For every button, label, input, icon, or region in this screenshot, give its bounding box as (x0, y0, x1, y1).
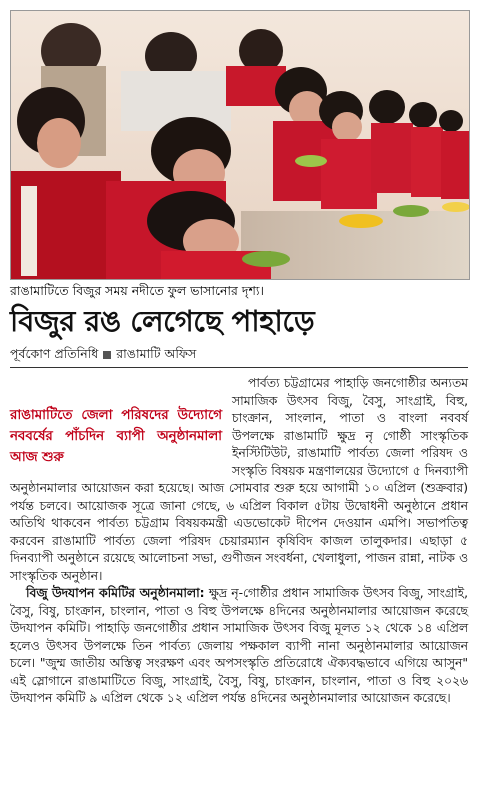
news-photo (10, 10, 470, 280)
byline (10, 345, 468, 363)
reporter-name: পূর্বকোণ প্রতিনিধি (10, 346, 99, 361)
paragraph-1 (10, 375, 468, 585)
paragraph-2 (10, 585, 468, 708)
headline: বিজুর রঙ লেগেছে পাহাড়ে (10, 304, 315, 338)
article-body (10, 375, 468, 708)
pull-quote: রাঙামাটিতে জেলা পরিষদের উদ্যোগে নববর্ষের পাঁচদিন ব্যাপী অনুষ্ঠানমালা আজ শুরু (10, 408, 222, 465)
square-bullet-icon (103, 351, 111, 359)
river-festival-photo-icon (11, 11, 469, 279)
paragraph-1-text: পার্বত্য চট্টগ্রামের পাহাড়ি জনগোষ্ঠীর অন্যতম সামাজিক উৎসব বিজু, বৈসু, সাংগ্রাই, বিহু, চাংক্রান, সাংলান, পাতা ও বাংলা নববর্ষ উপলক্ষে রাঙামাটি ক্ষুদ্র নৃ গোষ্ঠী সাংস্কৃতিক ইনস্টিটিউট, রাঙামাটি পার্বত্য জেলা পরিষদ ও সংস্কৃতি বিষয়ক মন্ত্রণালয়ের উদ্যোগে ৫ দিনব্যাপী অনুষ্ঠানমালার আয়োজন করা হয়েছে। আজ সোমবার শুরু হয়ে আগামী ১০ এপ্রিল (শুক্রবার) পর্যন্ত চলবে। আয়োজক সূত্রে জানা গেছে, ৬ এপ্রিল বিকাল ৫টায় উদ্বোধনী অনুষ্ঠানে প্রধান অতিথি থাকবেন পার্বত্য চট্টগ্রাম বিষয়কমন্ত্রী এডভোকেট দীপেন দেওয়ান এমপি। সভাপতিত্ব করবেন রাঙামাটি পার্বত্য জেলা পরিষদ চেয়ারম্যান কৃষিবিদ কাজল তালুকদার। এছাড়া ৫ দিনব্যাপী অনুষ্ঠানে রয়েছে আলোচনা সভা, গুণীজন সংবর্ধনা, খেলাধুলা, পাজন রান্না, নাটক ও সাংস্কৃতিক অনুষ্ঠান। (10, 376, 468, 583)
photo-caption: রাঙামাটিতে বিজুর সময় নদীতে ফুল ভাসানোর দৃশ্য। (10, 283, 264, 298)
office-name: রাঙামাটি অফিস (116, 346, 197, 361)
paragraph-2-text: ক্ষুদ্র নৃ-গোষ্ঠীর প্রধান সামাজিক উৎসব বিজু, সাংগ্রাই, বৈসু, বিষু, চাংক্রান, চাংলান, পাতা ও বিহু উপলক্ষে ৪দিনের অনুষ্ঠানমালার আয়োজন করেছে উদযাপন কমিটি। পাহাড়ি জনগোষ্ঠীর প্রধান সামাজিক উৎসব বিজু মূলত ১২ থেকে ১৪ এপ্রিল হলেও উৎসব উপলক্ষে তিন পার্বত্য জেলায় পক্ষকাল ব্যাপী নানা অনুষ্ঠানমালার আয়োজন চলে। "জুম্ম জাতীয় অস্তিত্ব সংরক্ষণ এবং অপসংস্কৃতি প্রতিরোধে ঐক্যবদ্ধভাবে এগিয়ে আসুন" এই স্লোগানে রাঙামাটিতে বিজু, সাংগ্রাই, বৈসু, বিষু, চাংক্রান, চাংলান, পাতা ও বিহু ২০২৬ উদযাপন কমিটি ৯ এপ্রিল থেকে ১২ এপ্রিল পর্যন্ত ৪দিনের অনুষ্ঠানমালার আয়োজন করেছে। (10, 586, 468, 705)
divider (10, 367, 468, 368)
section-title: বিজু উদযাপন কমিটির অনুষ্ঠানমালা: (26, 586, 205, 600)
